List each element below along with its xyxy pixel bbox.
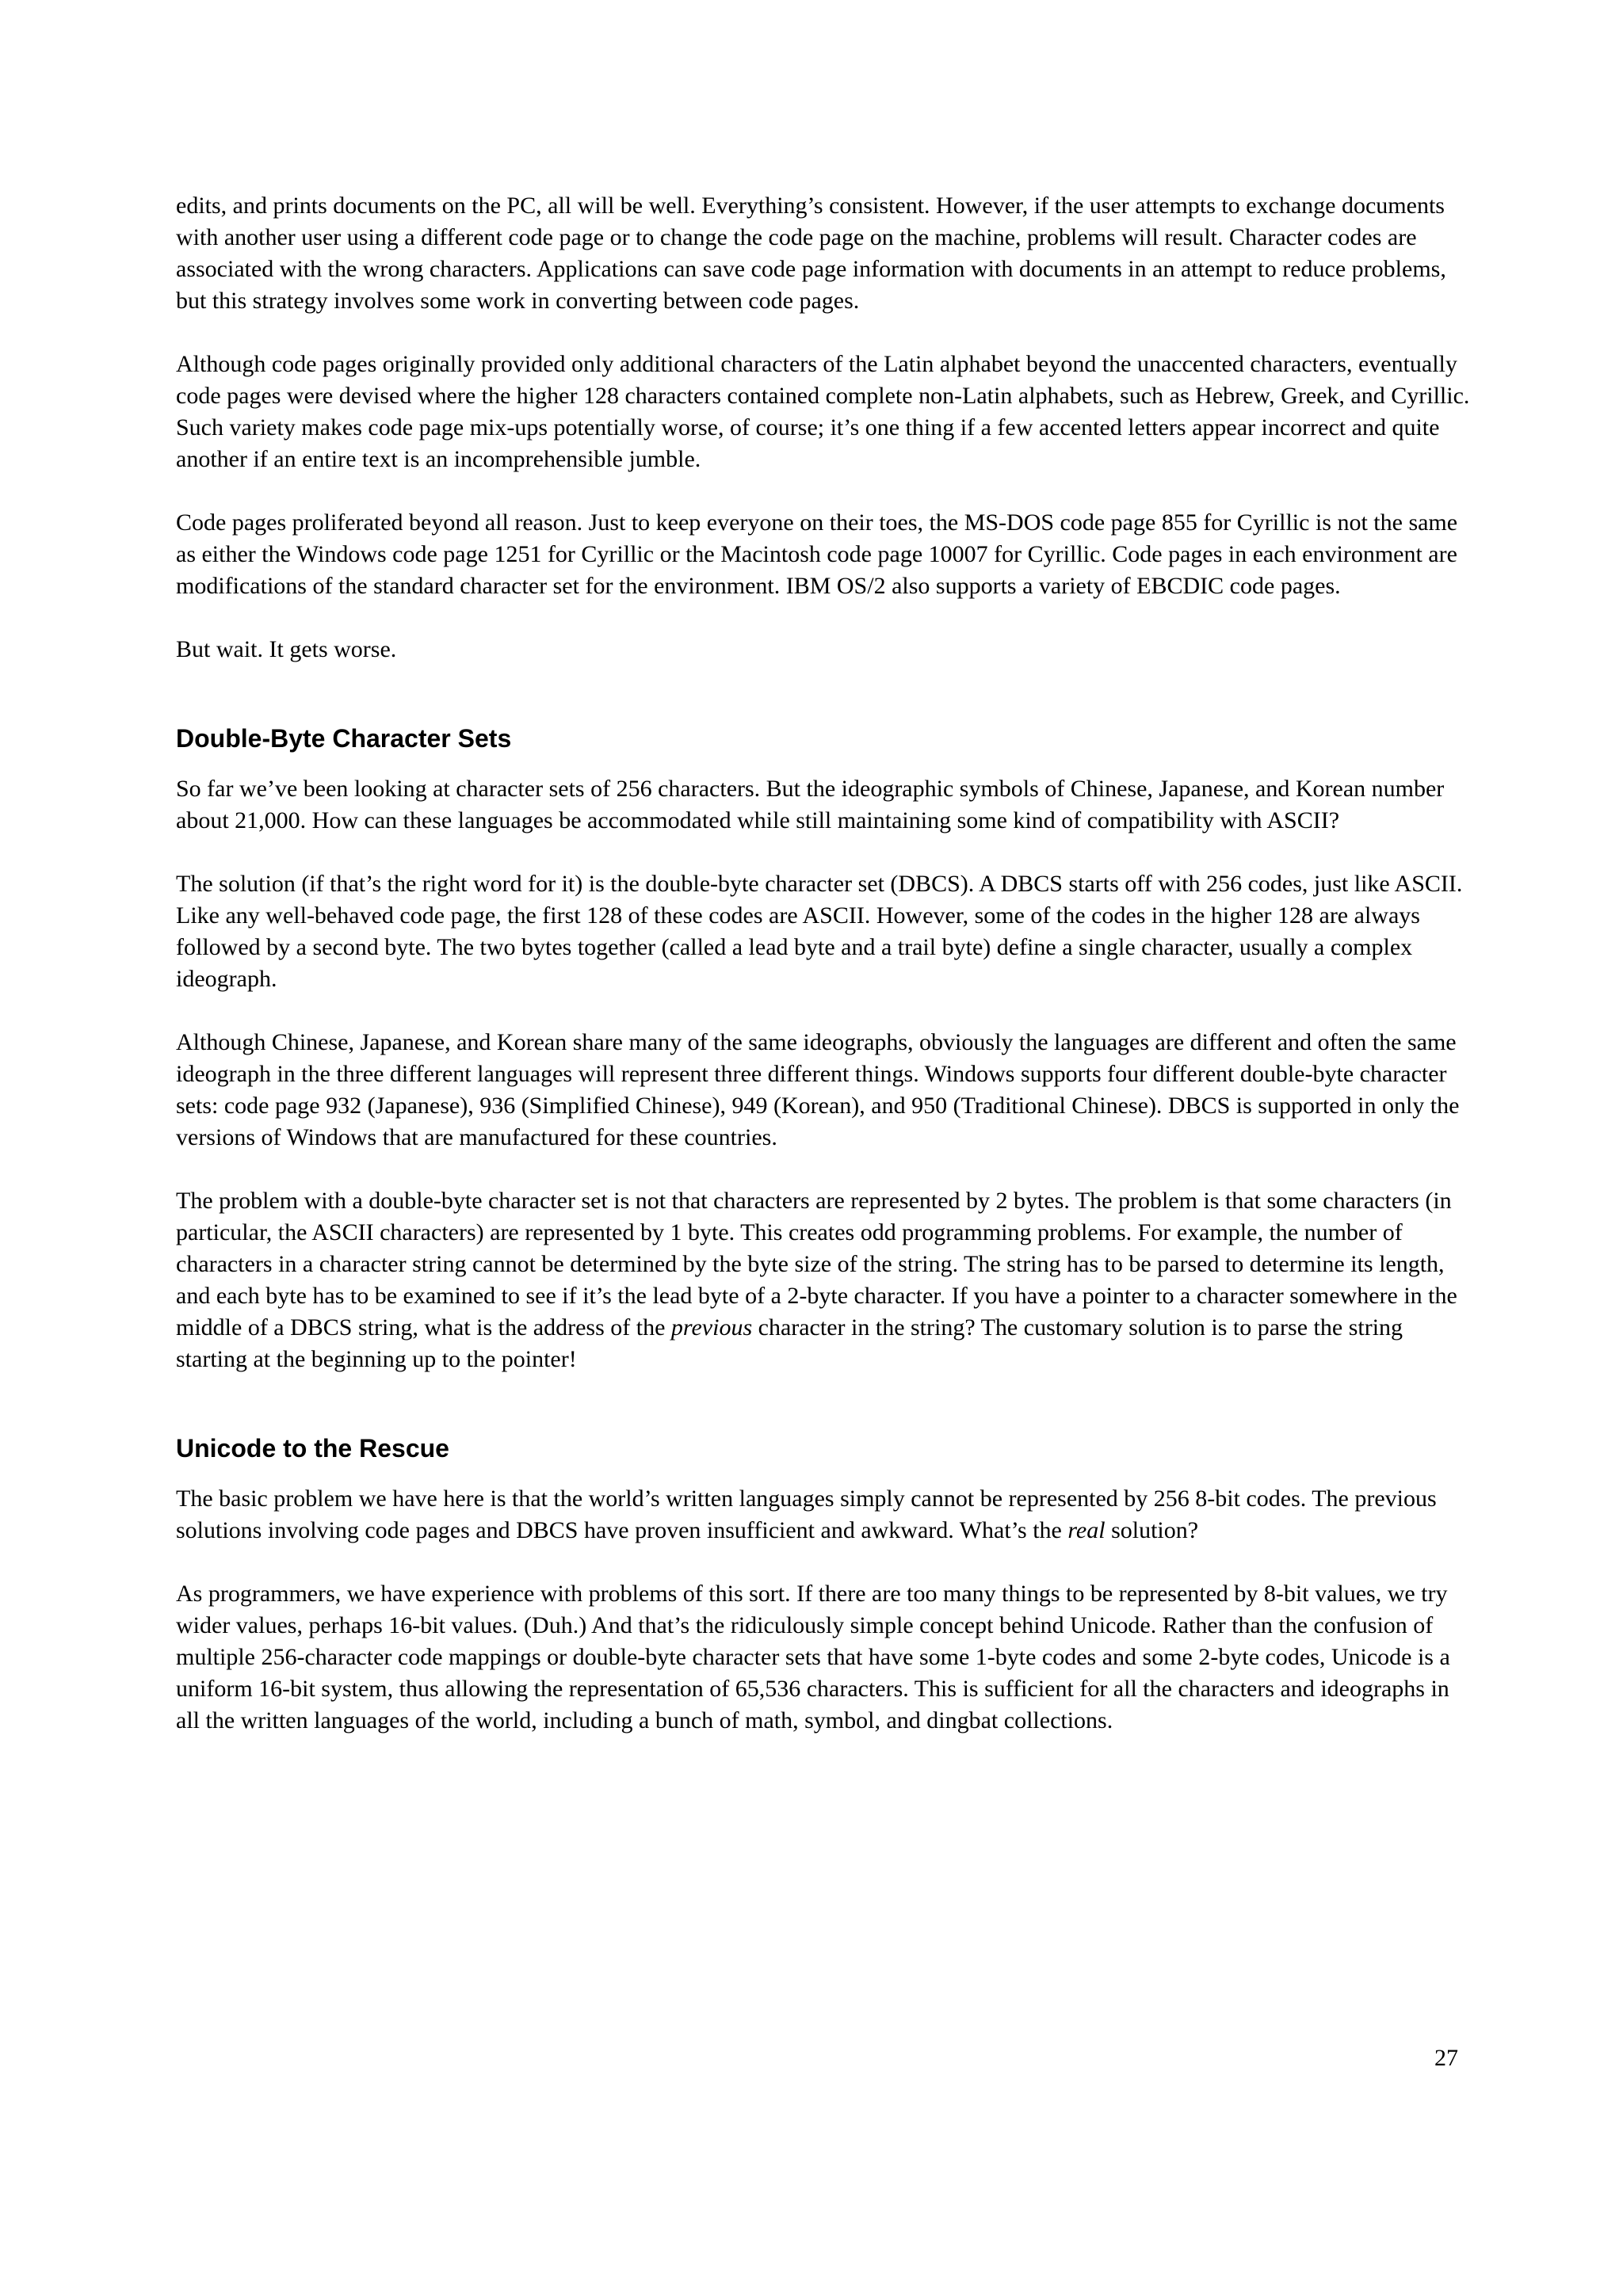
section-heading-unicode: Unicode to the Rescue: [176, 1434, 449, 1463]
emphasis-text: real: [1067, 1517, 1106, 1543]
paragraph: edits, and prints documents on the PC, all will be well. Everything’s consistent. However, if the user attempts to exchange documents with another user using a different code page or to change the code page on the machine, problems will result. Character codes are associated with the wrong characters. Applications can save code page information with documents in an attempt to reduce problems, but this strategy involves some work in converting between code pages.: [176, 193, 1446, 314]
document-page: [176, 190, 1476, 1768]
text-run: character in the string? The customary solution is to parse the string starting at the beginning up to the pointer!: [176, 1314, 1403, 1372]
paragraph: The solution (if that’s the right word for it) is the double-byte character set (DBCS). A DBCS starts off with 256 codes, just like ASCII. Like any well-behaved code page, the first 128 of these codes are ASCII. However, some of the codes in the higher 128 are always followed by a second byte. The two bytes together (called a lead byte and a trail byte) define a single character, usually a complex ideograph.: [176, 871, 1463, 992]
section-heading-dbcs: Double-Byte Character Sets: [176, 724, 512, 753]
paragraph: So far we’ve been looking at character sets of 256 characters. But the ideographic symbols of Chinese, Japanese, and Korean number about 21,000. How can these languages be accommodated while still maintaining some kind of compatibility with ASCII?: [176, 776, 1445, 833]
text-run: The basic problem we have here is that the world’s written languages simply cannot be represented by 256 8-bit codes. The previous solutions involving code pages and DBCS have proven insufficient and awkward. What’s the: [176, 1486, 1437, 1543]
page-number: 27: [1434, 2045, 1458, 2071]
paragraph: Although code pages originally provided only additional characters of the Latin alphabet beyond the unaccented characters, eventually code pages were devised where the higher 128 characters contained complete non-Latin alphabets, such as Hebrew, Greek, and Cyrillic. Such variety makes code page mix-ups potentially worse, of course; it’s one thing if a few accented letters appear incorrect and quite another if an entire text is an incomprehensible jumble.: [176, 351, 1470, 472]
text-run: solution?: [1105, 1517, 1199, 1543]
paragraph-dbcs-problem: [176, 1185, 1476, 1375]
paragraph-basic-problem: [176, 1483, 1476, 1547]
paragraph: But wait. It gets worse.: [176, 636, 397, 662]
text-run: The problem with a double-byte character set is not that characters are represented by 2 bytes. The problem is that some characters (in particular, the ASCII characters) are represented by 1 byte. This creates odd programming problems. For example, the number of characters in a character string cannot be determined by the byte size of the string. The string has to be parsed to determine its length, and each byte has to be examined to see if it’s the lead byte of a 2-byte character. If you have a pointer to a character somewhere in the middle of a DBCS string, what is the address of the: [176, 1188, 1457, 1341]
emphasis-text: previous: [670, 1314, 753, 1341]
paragraph: As programmers, we have experience with problems of this sort. If there are too many things to be represented by 8-bit values, we try wider values, perhaps 16-bit values. (Duh.) And that’s the ridiculously simple concept behind Unicode. Rather than the confusion of multiple 256-character code mappings or double-byte character sets that have some 1-byte codes and some 2-byte codes, Unicode is a uniform 16-bit system, thus allowing the representation of 65,536 characters. This is sufficient for all the characters and ideographs in all the written languages of the world, including a bunch of math, symbol, and dingbat collections.: [176, 1581, 1450, 1733]
paragraph: Code pages proliferated beyond all reason. Just to keep everyone on their toes, the MS-DOS code page 855 for Cyrillic is not the same as either the Windows code page 1251 for Cyrillic or the Macintosh code page 10007 for Cyrillic. Code pages in each environment are modifications of the standard character set for the environment. IBM OS/2 also supports a variety of EBCDIC code pages.: [176, 509, 1458, 599]
paragraph: Although Chinese, Japanese, and Korean share many of the same ideographs, obviously the languages are different and often the same ideograph in the three different languages will represent three different things. Windows supports four different double-byte character sets: code page 932 (Japanese), 936 (Simplified Chinese), 949 (Korean), and 950 (Traditional Chinese). DBCS is supported in only the versions of Windows that are manufactured for these countries.: [176, 1029, 1460, 1150]
